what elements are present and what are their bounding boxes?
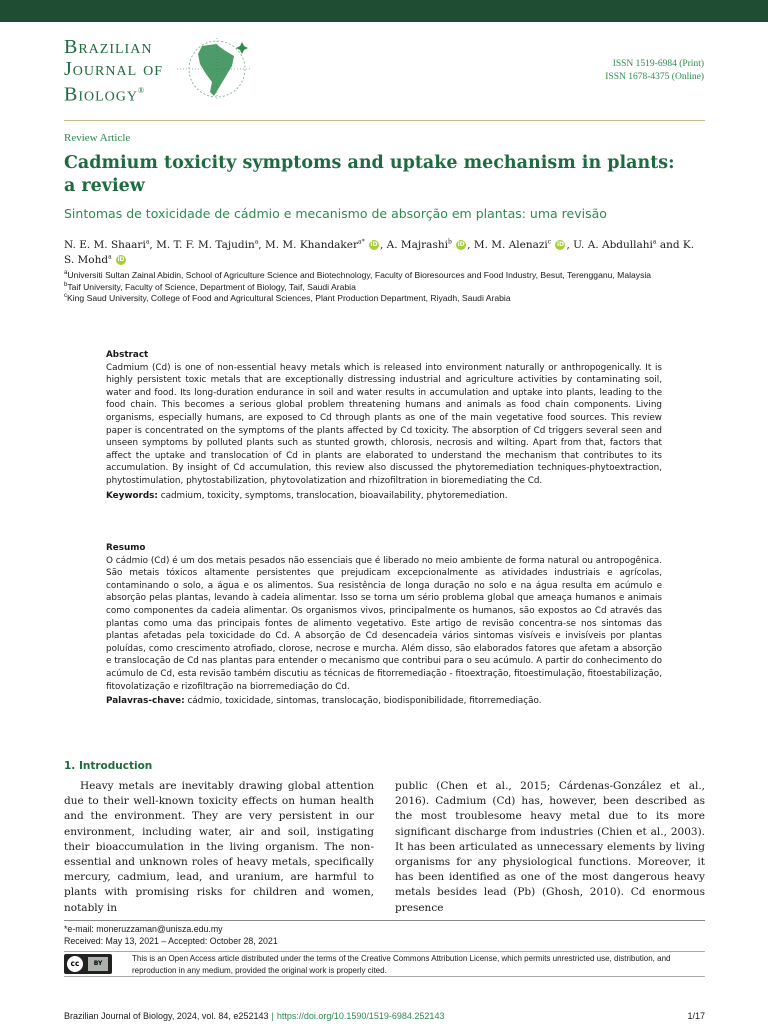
by-icon: BY	[88, 957, 108, 971]
keywords-label: Keywords:	[106, 490, 158, 501]
license-block	[64, 951, 705, 977]
orcid-icon[interactable]: iD	[117, 256, 125, 263]
journal-name-line2: Journal of	[64, 58, 164, 80]
journal-logo	[64, 36, 254, 104]
affiliation-text: King Saud University, College of Food and Agricultural Sciences, Plant Production Department, Riyadh, Saudi Arabia	[67, 293, 511, 304]
header-divider	[64, 120, 705, 121]
affiliation-item	[64, 270, 704, 282]
author-name: M. M. Alenazi	[473, 239, 548, 251]
issn-online: ISSN 1678-4375 (Online)	[605, 72, 704, 82]
author-affiliation-marker: c	[547, 238, 552, 246]
registered-mark: ®	[138, 86, 146, 95]
received-accepted-dates: Received: May 13, 2021 – Accepted: October 28, 2021	[64, 936, 278, 946]
author-affiliation-marker: a	[145, 238, 150, 246]
author-affiliation-marker: a*	[358, 238, 365, 246]
resumo-heading: Resumo	[106, 543, 146, 553]
author-name: A. Majrashi	[386, 239, 448, 251]
author-and: and	[659, 239, 680, 251]
orcid-icon[interactable]: iD	[370, 241, 378, 248]
article-type: Review Article	[64, 132, 131, 144]
footnotes	[64, 923, 278, 947]
affiliation-marker: c	[64, 293, 67, 300]
author-name: K. S. Mohd	[64, 239, 695, 266]
issn-print: ISSN 1519-6984 (Print)	[612, 59, 704, 69]
abstract-text: Cadmium (Cd) is one of non-essential heavy metals which is released into environment naturally or anthropogenically. It is highly persistent toxic metals that are exceptionally distressing industrial and agriculture activities by contaminating soil, water and food. Its long-duration endurance in soil and water results in accumulation and uptake into plants, leading to the food chain. This becomes a serious global problem threatening humans and animals as food chain components. Living organisms, especially humans, are exposed to Cd through plants as one of the main vegetative food sources. This review paper is concentrated on the symptoms of the plants affected by Cd toxicity. The absorption of Cd triggers several seen and unseen symptoms by polluted plants such as stunted growth, chlorosis, necrosis and wilting. Apart from that, factors that affect the uptake and translocation of Cd in plants are elaborated to understand the mechanism that contributes to its accumulation. By insight of Cd accumulation, this review also discussed the phytoremediation techniques-phytoextraction, phytostimulation, phytostabilization, phytovolatization and rhizofiltration in bioremediating the Cd.	[106, 362, 662, 486]
south-america-map-icon	[172, 36, 250, 102]
author-affiliation-marker: a	[254, 238, 259, 246]
footer-separator: |	[271, 1011, 274, 1021]
journal-logo-wordmark	[64, 36, 163, 106]
introduction-right-column: public (Chen et al., 2015; Cárdenas-González et al., 2016). Cadmium (Cd) has, however, been described as the most troublesome heavy metal due to its more significant discharge from industries (Chien et al., 2003). It has been articulated as unnecessary elements by living organisms for any physiological functions. Moreover, it has been identified as one of the most dangerous heavy metals besides lead (Pb) (Ghosh, 2010). Cd enormous presence	[395, 780, 705, 914]
author-affiliation-marker: a	[652, 238, 657, 246]
palavras-chave-value: cádmio, toxicidade, sintomas, translocação, biodisponibilidade, fitorremediação.	[187, 696, 542, 707]
abstract-section	[106, 349, 662, 502]
orcid-icon[interactable]: iD	[556, 241, 564, 248]
footnote-divider	[64, 920, 705, 921]
introduction-left-column: Heavy metals are inevitably drawing global attention due to their well-known toxicity effects on human health and the environment. They are very persistent in our environment, including water, air and soil, instigating their bioaccumulation in the living organism. The non-essential and unknown roles of heavy metals, specifically mercury, cadmium, lead, and uranium, are harmful to plants with promising risks for children and women, notably in	[64, 780, 374, 914]
affiliation-text: Taif University, Faculty of Science, Department of Biology, Taif, Saudi Arabia	[67, 281, 356, 292]
author-name: M. T. F. M. Tajudin	[156, 239, 255, 251]
license-text: This is an Open Access article distributed under the terms of the Creative Commons Attribution License, which permits unrestricted use, distribution, and reproduction in any medium, provided the original work is properly cited.	[132, 954, 671, 975]
author-affiliation-marker: b	[447, 238, 452, 246]
journal-name-line1: Brazilian	[64, 36, 153, 58]
article-title-line2: a review	[64, 176, 145, 196]
creative-commons-badge[interactable]	[64, 954, 112, 974]
keywords-value: cadmium, toxicity, symptoms, translocation, bioavailability, phytoremediation.	[160, 490, 508, 501]
author-name: U. A. Abdullahi	[573, 239, 653, 251]
top-banner	[0, 0, 768, 22]
affiliation-marker: a	[64, 270, 68, 277]
author-name: M. M. Khandaker	[264, 239, 359, 251]
resumo-keywords	[106, 695, 662, 708]
abstract-keywords	[106, 490, 662, 503]
page-number: 1/17	[687, 1011, 705, 1021]
article-title	[64, 152, 704, 198]
article-subtitle: Sintomas de toxicidade de cádmio e mecanismo de absorção em plantas: uma revisão	[64, 206, 607, 221]
issn-block	[605, 58, 704, 84]
corresponding-email: *e-mail: moneruzzaman@unisza.edu.my	[64, 924, 223, 934]
abstract-heading: Abstract	[106, 350, 149, 360]
author-affiliation-marker: a	[108, 253, 112, 261]
palavras-chave-label: Palavras-chave:	[106, 696, 185, 707]
orcid-icon[interactable]: iD	[457, 241, 465, 248]
citation: Brazilian Journal of Biology, 2024, vol. 84, e252143	[64, 1011, 269, 1021]
journal-name-line3: Biology	[64, 83, 138, 106]
page-footer	[64, 1011, 705, 1021]
affiliation-list	[64, 270, 704, 305]
article-title-line1: Cadmium toxicity symptoms and uptake mechanism in plants:	[64, 153, 675, 173]
affiliation-item	[64, 293, 704, 305]
introduction-heading: 1. Introduction	[64, 760, 153, 772]
affiliation-text: Universiti Sultan Zainal Abidin, School of Agriculture Science and Biotechnology, Faculty of Bioresources and Food Industry, Besut, Terengganu, Malaysia	[67, 270, 652, 280]
resumo-text: O cádmio (Cd) é um dos metais pesados não essenciais que é liberado no meio ambiente de forma natural ou antropogênica. São metais tóxicos altamente persistentes que prejudicam excepcionalmente as atividades industriais e agrícolas, contaminando o solo, a água e os alimentos. Sua resistência de longa duração no solo e na água resulta em acúmulo e absorção pelas plantas, levando à cadeia alimentar. Isso se torna um sério problema global que ameaça humanos e animais como componentes da cadeia alimentar. Os organismos vivos, principalmente os humanos, são expostos ao Cd através das plantas como uma das principais fontes de alimento vegetativo. Este artigo de revisão concentra-se nos sintomas das plantas afetadas pela toxicidade do Cd. A absorção de Cd desencadeia vários sintomas visíveis e invisíveis por plantas poluídas, como crescimento atrofiado, clorose, necrose e murcha. Além disso, são elaborados fatores que afetam a absorção e translocação de Cd nas plantas para entender o mecanismo que contribui para o seu acúmulo. A partir do conhecimento do acúmulo de Cd, esta revisão também discutiu as técnicas de fitorremediação - fitoextração, fitoestimulação, fitoestabilização, fitovolatização e rizofiltração na biorremediação do Cd.	[106, 555, 662, 692]
doi-link[interactable]: https://doi.org/10.1590/1519-6984.252143	[276, 1011, 445, 1021]
affiliation-item	[64, 282, 704, 294]
author-list: N. E. M. Shaari$^a$, M. T. F. M. Tajudin$^a$, M. M. Khandaker$^{a*}$ iD , A. Majrashi$^b$ iD , M. M. Alenazi$^c$ iD , U. A. Abdullahi$^a$ and K. S. Mohd$^a$ iD	[64, 238, 695, 266]
author-name: N. E. M. Shaari	[64, 239, 146, 251]
resumo-section	[106, 542, 662, 708]
cc-icon: cc	[67, 956, 83, 972]
affiliation-marker: b	[64, 281, 68, 288]
